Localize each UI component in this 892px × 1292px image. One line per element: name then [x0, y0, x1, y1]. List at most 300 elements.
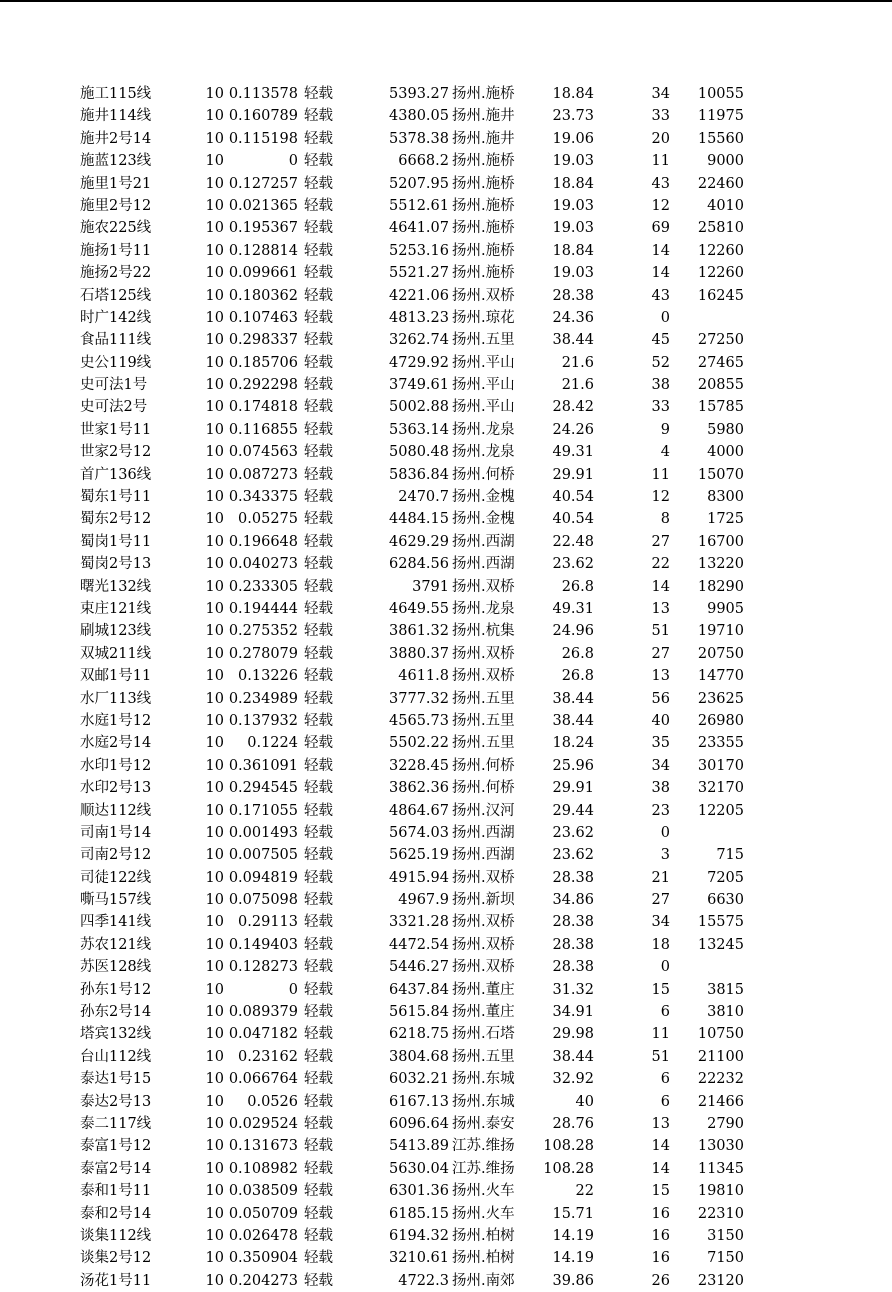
substation-cell: 扬州.双桥 — [452, 668, 515, 685]
count-cell: 6 — [660, 1071, 670, 1088]
length-cell: 40.54 — [552, 489, 594, 506]
length-cell: 34.91 — [552, 1004, 594, 1021]
capacity-cell — [676, 307, 744, 329]
ratio-cell: 0.233305 — [228, 578, 298, 595]
substation-cell: 扬州.双桥 — [452, 936, 515, 953]
table-row — [0, 755, 892, 777]
voltage-cell: 10 — [205, 802, 224, 819]
line-name-cell: 食品111线 — [80, 332, 152, 349]
ratio-cell: 0.174818 — [228, 399, 298, 416]
load-status-cell: 轻载 — [304, 556, 333, 573]
line-name-cell: 施蓝123线 — [80, 153, 152, 170]
load-status-cell: 轻载 — [304, 1048, 333, 1065]
table-row — [0, 1247, 892, 1269]
length-cell: 28.38 — [552, 936, 594, 953]
count-cell: 69 — [651, 220, 670, 237]
value-cell: 5363.14 — [389, 421, 449, 438]
table-row — [0, 553, 892, 575]
table-row — [0, 1203, 892, 1225]
voltage-cell: 10 — [205, 399, 224, 416]
length-cell: 22.48 — [552, 533, 594, 550]
substation-cell: 扬州.西湖 — [452, 556, 515, 573]
line-name-cell: 水印2号13 — [80, 780, 152, 797]
substation-cell: 扬州.何桥 — [452, 757, 515, 774]
ratio-cell: 0.099661 — [228, 265, 298, 282]
voltage-cell: 10 — [205, 466, 224, 483]
capacity-cell: 25810 — [697, 220, 744, 237]
ratio-cell: 0.029524 — [228, 1115, 298, 1132]
ratio-cell: 0.001493 — [228, 824, 298, 841]
capacity-cell: 27465 — [697, 354, 744, 371]
capacity-cell: 27250 — [697, 332, 744, 349]
load-status-cell: 轻载 — [304, 130, 333, 147]
count-cell: 12 — [651, 489, 670, 506]
ratio-cell: 0.128273 — [228, 959, 298, 976]
length-cell: 18.84 — [552, 175, 594, 192]
capacity-cell: 4000 — [707, 444, 744, 461]
substation-cell: 扬州.施桥 — [452, 153, 515, 170]
load-status-cell: 轻载 — [304, 1071, 333, 1088]
voltage-cell: 10 — [205, 309, 224, 326]
table-row — [0, 688, 892, 710]
length-cell: 40 — [575, 1093, 594, 1110]
count-cell: 43 — [651, 287, 670, 304]
count-cell: 6 — [660, 1004, 670, 1021]
capacity-cell: 11975 — [697, 108, 744, 125]
length-cell: 38.44 — [552, 690, 594, 707]
capacity-cell: 15785 — [697, 399, 744, 416]
count-cell: 26 — [651, 1272, 670, 1289]
count-cell: 22 — [651, 556, 670, 573]
load-status-cell: 轻载 — [304, 489, 333, 506]
voltage-cell: 10 — [205, 936, 224, 953]
line-name-cell: 顺达112线 — [80, 802, 152, 819]
count-cell: 38 — [651, 780, 670, 797]
capacity-cell: 30170 — [697, 757, 744, 774]
ratio-cell: 0.278079 — [228, 645, 298, 662]
line-name-cell: 水印1号12 — [80, 757, 152, 774]
load-status-cell: 轻载 — [304, 1250, 333, 1267]
length-cell: 26.8 — [561, 668, 594, 685]
length-cell: 31.32 — [552, 981, 594, 998]
line-name-cell: 水庭2号14 — [80, 735, 152, 752]
load-status-cell: 轻载 — [304, 1004, 333, 1021]
ratio-cell: 0.131673 — [228, 1138, 298, 1155]
ratio-cell: 0.115198 — [228, 130, 298, 147]
capacity-cell: 21466 — [697, 1093, 744, 1110]
line-name-cell: 水庭1号12 — [80, 712, 152, 729]
substation-cell: 扬州.杭集 — [452, 623, 515, 640]
load-status-cell: 轻载 — [304, 936, 333, 953]
ratio-cell: 0.185706 — [228, 354, 298, 371]
value-cell: 5836.84 — [389, 466, 449, 483]
substation-cell: 扬州.平山 — [452, 377, 515, 394]
count-cell: 33 — [651, 108, 670, 125]
voltage-cell: 10 — [205, 1227, 224, 1244]
capacity-cell: 14770 — [697, 668, 744, 685]
table-row — [0, 531, 892, 553]
substation-cell: 扬州.施桥 — [452, 220, 515, 237]
substation-cell: 扬州.新坝 — [452, 892, 515, 909]
substation-cell: 扬州.西湖 — [452, 824, 515, 841]
load-status-cell: 轻载 — [304, 265, 333, 282]
capacity-cell — [676, 822, 744, 844]
count-cell: 11 — [651, 466, 670, 483]
count-cell: 0 — [660, 959, 670, 976]
value-cell: 6668.2 — [398, 153, 449, 170]
line-name-cell: 泰二117线 — [80, 1115, 152, 1132]
voltage-cell: 10 — [205, 1048, 224, 1065]
ratio-cell: 0.050709 — [228, 1205, 298, 1222]
table-row — [0, 665, 892, 687]
table-row — [0, 777, 892, 799]
substation-cell: 扬州.双桥 — [452, 578, 515, 595]
voltage-cell: 10 — [205, 1026, 224, 1043]
table-row — [0, 911, 892, 933]
voltage-cell: 10 — [205, 130, 224, 147]
table-row — [0, 329, 892, 351]
load-status-cell: 轻载 — [304, 1183, 333, 1200]
capacity-cell: 7150 — [707, 1250, 744, 1267]
capacity-cell: 21100 — [697, 1048, 744, 1065]
value-cell: 6032.21 — [389, 1071, 449, 1088]
capacity-cell: 1725 — [707, 511, 744, 528]
line-name-cell: 孙东1号12 — [80, 981, 152, 998]
line-name-cell: 时广142线 — [80, 309, 152, 326]
load-status-cell: 轻载 — [304, 1138, 333, 1155]
voltage-cell: 10 — [205, 623, 224, 640]
capacity-cell: 7205 — [707, 869, 744, 886]
ratio-cell: 0 — [288, 981, 298, 998]
table-row — [0, 598, 892, 620]
line-name-cell: 蜀东2号12 — [80, 511, 152, 528]
capacity-cell: 8300 — [707, 489, 744, 506]
substation-cell: 扬州.石塔 — [452, 1026, 515, 1043]
ratio-cell: 0.107463 — [228, 309, 298, 326]
table-row — [0, 889, 892, 911]
count-cell: 16 — [651, 1227, 670, 1244]
substation-cell: 扬州.龙泉 — [452, 444, 515, 461]
substation-cell: 扬州.南郊 — [452, 1272, 515, 1289]
count-cell: 27 — [651, 892, 670, 909]
substation-cell: 扬州.平山 — [452, 399, 515, 416]
capacity-cell: 15575 — [697, 914, 744, 931]
count-cell: 11 — [651, 153, 670, 170]
line-name-cell: 水厂113线 — [80, 690, 152, 707]
line-name-cell: 台山112线 — [80, 1048, 152, 1065]
table-row — [0, 800, 892, 822]
substation-cell: 扬州.施桥 — [452, 265, 515, 282]
value-cell: 3749.61 — [389, 377, 449, 394]
table-row — [0, 1023, 892, 1045]
ratio-cell: 0.196648 — [228, 533, 298, 550]
load-status-cell: 轻载 — [304, 1205, 333, 1222]
value-cell: 5378.38 — [389, 130, 449, 147]
value-cell: 5207.95 — [389, 175, 449, 192]
ratio-cell: 0.180362 — [228, 287, 298, 304]
substation-cell: 扬州.施井 — [452, 108, 515, 125]
ratio-cell: 0.194444 — [228, 600, 298, 617]
capacity-cell: 3815 — [707, 981, 744, 998]
load-status-cell: 轻载 — [304, 108, 333, 125]
count-cell: 12 — [651, 197, 670, 214]
table-row — [0, 240, 892, 262]
line-name-cell: 四季141线 — [80, 914, 152, 931]
substation-cell: 扬州.东城 — [452, 1093, 515, 1110]
load-status-cell: 轻载 — [304, 959, 333, 976]
length-cell: 40.54 — [552, 511, 594, 528]
line-name-cell: 石塔125线 — [80, 287, 152, 304]
ratio-cell: 0.1224 — [247, 735, 298, 752]
substation-cell: 扬州.五里 — [452, 690, 515, 707]
length-cell: 23.62 — [552, 847, 594, 864]
count-cell: 8 — [660, 511, 670, 528]
count-cell: 40 — [651, 712, 670, 729]
line-name-cell: 蜀岗1号11 — [80, 533, 152, 550]
voltage-cell: 10 — [205, 600, 224, 617]
length-cell: 34.86 — [552, 892, 594, 909]
table-row — [0, 441, 892, 463]
length-cell: 28.38 — [552, 869, 594, 886]
ratio-cell: 0.343375 — [228, 489, 298, 506]
length-cell: 49.31 — [552, 600, 594, 617]
substation-cell: 扬州.汉河 — [452, 802, 515, 819]
substation-cell: 江苏.维扬 — [452, 1160, 515, 1177]
capacity-cell: 2790 — [707, 1115, 744, 1132]
ratio-cell: 0.137932 — [228, 712, 298, 729]
table-row — [0, 128, 892, 150]
table-row — [0, 195, 892, 217]
capacity-cell: 3150 — [707, 1227, 744, 1244]
table-row — [0, 150, 892, 172]
capacity-cell: 15070 — [697, 466, 744, 483]
length-cell: 18.24 — [552, 735, 594, 752]
substation-cell: 扬州.施桥 — [452, 242, 515, 259]
count-cell: 0 — [660, 824, 670, 841]
line-name-cell: 泰富1号12 — [80, 1138, 152, 1155]
capacity-cell: 9000 — [707, 153, 744, 170]
line-name-cell: 泰富2号14 — [80, 1160, 152, 1177]
value-cell: 4380.05 — [389, 108, 449, 125]
count-cell: 13 — [651, 668, 670, 685]
capacity-cell: 12205 — [697, 802, 744, 819]
load-status-cell: 轻载 — [304, 892, 333, 909]
line-name-cell: 施工115线 — [80, 86, 152, 102]
table-row — [0, 1068, 892, 1090]
table-row — [0, 956, 892, 978]
capacity-cell: 32170 — [697, 780, 744, 797]
line-name-cell: 世家2号12 — [80, 444, 152, 461]
page-top-border — [0, 0, 892, 2]
load-status-cell: 轻载 — [304, 914, 333, 931]
value-cell: 4722.3 — [398, 1272, 449, 1289]
capacity-cell: 4010 — [707, 197, 744, 214]
ratio-cell: 0 — [288, 153, 298, 170]
table-row — [0, 105, 892, 127]
table-row — [0, 620, 892, 642]
value-cell: 6301.36 — [389, 1183, 449, 1200]
voltage-cell: 10 — [205, 847, 224, 864]
voltage-cell: 10 — [205, 265, 224, 282]
capacity-cell: 3810 — [707, 1004, 744, 1021]
capacity-cell: 23355 — [697, 735, 744, 752]
voltage-cell: 10 — [205, 108, 224, 125]
ratio-cell: 0.021365 — [228, 197, 298, 214]
substation-cell: 扬州.琼花 — [452, 309, 515, 326]
value-cell: 5002.88 — [389, 399, 449, 416]
ratio-cell: 0.087273 — [228, 466, 298, 483]
capacity-cell: 12260 — [697, 265, 744, 282]
ratio-cell: 0.026478 — [228, 1227, 298, 1244]
length-cell: 23.62 — [552, 556, 594, 573]
substation-cell: 扬州.柏树 — [452, 1227, 515, 1244]
value-cell: 6437.84 — [389, 981, 449, 998]
length-cell: 26.8 — [561, 645, 594, 662]
table-row — [0, 710, 892, 732]
ratio-cell: 0.195367 — [228, 220, 298, 237]
length-cell: 29.91 — [552, 466, 594, 483]
line-name-cell: 施井114线 — [80, 108, 152, 125]
count-cell: 27 — [651, 645, 670, 662]
substation-cell: 扬州.施井 — [452, 130, 515, 147]
line-name-cell: 双城211线 — [80, 645, 152, 662]
value-cell: 5625.19 — [389, 847, 449, 864]
ratio-cell: 0.066764 — [228, 1071, 298, 1088]
substation-cell: 扬州.双桥 — [452, 287, 515, 304]
count-cell: 34 — [651, 914, 670, 931]
count-cell: 23 — [651, 802, 670, 819]
ratio-cell: 0.047182 — [228, 1026, 298, 1043]
value-cell: 5253.16 — [389, 242, 449, 259]
load-status-cell: 轻载 — [304, 354, 333, 371]
table-row — [0, 83, 892, 105]
ratio-cell: 0.294545 — [228, 780, 298, 797]
voltage-cell: 10 — [205, 645, 224, 662]
table-row — [0, 307, 892, 329]
length-cell: 38.44 — [552, 332, 594, 349]
length-cell: 25.96 — [552, 757, 594, 774]
value-cell: 4915.94 — [389, 869, 449, 886]
substation-cell: 扬州.双桥 — [452, 914, 515, 931]
length-cell: 29.44 — [552, 802, 594, 819]
line-name-cell: 谈集2号12 — [80, 1250, 152, 1267]
count-cell: 4 — [660, 444, 670, 461]
substation-cell: 扬州.施桥 — [452, 175, 515, 192]
voltage-cell: 10 — [205, 690, 224, 707]
ratio-cell: 0.160789 — [228, 108, 298, 125]
load-status-cell: 轻载 — [304, 780, 333, 797]
ratio-cell: 0.05275 — [238, 511, 298, 528]
substation-cell: 扬州.东城 — [452, 1071, 515, 1088]
load-status-cell: 轻载 — [304, 1160, 333, 1177]
voltage-cell: 10 — [205, 1272, 224, 1289]
voltage-cell: 10 — [205, 757, 224, 774]
load-status-cell: 轻载 — [304, 847, 333, 864]
value-cell: 3210.61 — [389, 1250, 449, 1267]
ratio-cell: 0.127257 — [228, 175, 298, 192]
line-name-cell: 司南2号12 — [80, 847, 152, 864]
ratio-cell: 0.094819 — [228, 869, 298, 886]
line-name-cell: 苏医128线 — [80, 959, 152, 976]
load-status-cell: 轻载 — [304, 86, 333, 102]
value-cell: 3262.74 — [389, 332, 449, 349]
load-status-cell: 轻载 — [304, 578, 333, 595]
capacity-cell: 13220 — [697, 556, 744, 573]
count-cell: 34 — [651, 757, 670, 774]
substation-cell: 扬州.董庄 — [452, 981, 515, 998]
ratio-cell: 0.108982 — [228, 1160, 298, 1177]
load-status-cell: 轻载 — [304, 332, 333, 349]
table-row — [0, 486, 892, 508]
voltage-cell: 10 — [205, 869, 224, 886]
value-cell: 3321.28 — [389, 914, 449, 931]
substation-cell: 扬州.五里 — [452, 735, 515, 752]
length-cell: 22 — [575, 1183, 594, 1200]
count-cell: 9 — [660, 421, 670, 438]
table-row — [0, 867, 892, 889]
substation-cell: 扬州.双桥 — [452, 869, 515, 886]
line-name-cell: 刷城123线 — [80, 623, 152, 640]
line-name-cell: 史可法1号 — [80, 377, 148, 394]
substation-cell: 扬州.西湖 — [452, 533, 515, 550]
substation-cell: 扬州.施桥 — [452, 197, 515, 214]
length-cell: 108.28 — [543, 1138, 594, 1155]
load-status-cell: 轻载 — [304, 511, 333, 528]
length-cell: 28.38 — [552, 287, 594, 304]
value-cell: 4611.8 — [398, 668, 449, 685]
length-cell: 15.71 — [552, 1205, 594, 1222]
load-status-cell: 轻载 — [304, 287, 333, 304]
value-cell: 6284.56 — [389, 556, 449, 573]
value-cell: 4641.07 — [389, 220, 449, 237]
voltage-cell: 10 — [205, 1183, 224, 1200]
voltage-cell: 10 — [205, 668, 224, 685]
voltage-cell: 10 — [205, 86, 224, 102]
count-cell: 16 — [651, 1205, 670, 1222]
count-cell: 15 — [651, 1183, 670, 1200]
capacity-cell: 23120 — [697, 1272, 744, 1289]
table-row — [0, 643, 892, 665]
line-name-cell: 汤花1号11 — [80, 1272, 152, 1289]
value-cell: 4472.54 — [389, 936, 449, 953]
ratio-cell: 0.298337 — [228, 332, 298, 349]
table-row — [0, 1158, 892, 1180]
count-cell: 33 — [651, 399, 670, 416]
substation-cell: 扬州.何桥 — [452, 780, 515, 797]
load-status-cell: 轻载 — [304, 802, 333, 819]
line-name-cell: 施农225线 — [80, 220, 152, 237]
value-cell: 4813.23 — [389, 309, 449, 326]
voltage-cell: 10 — [205, 780, 224, 797]
value-cell: 5615.84 — [389, 1004, 449, 1021]
line-name-cell: 泰达1号15 — [80, 1071, 152, 1088]
length-cell: 23.73 — [552, 108, 594, 125]
voltage-cell: 10 — [205, 1138, 224, 1155]
line-name-cell: 蜀东1号11 — [80, 489, 152, 506]
value-cell: 4484.15 — [389, 511, 449, 528]
table-row — [0, 419, 892, 441]
length-cell: 21.6 — [561, 354, 594, 371]
table-row — [0, 1270, 892, 1292]
load-status-cell: 轻载 — [304, 444, 333, 461]
line-name-cell: 曙光132线 — [80, 578, 152, 595]
table-row — [0, 1001, 892, 1023]
length-cell: 24.36 — [552, 309, 594, 326]
load-status-cell: 轻载 — [304, 1115, 333, 1132]
value-cell: 6185.15 — [389, 1205, 449, 1222]
table-row — [0, 822, 892, 844]
substation-cell: 扬州.金槐 — [452, 511, 515, 528]
